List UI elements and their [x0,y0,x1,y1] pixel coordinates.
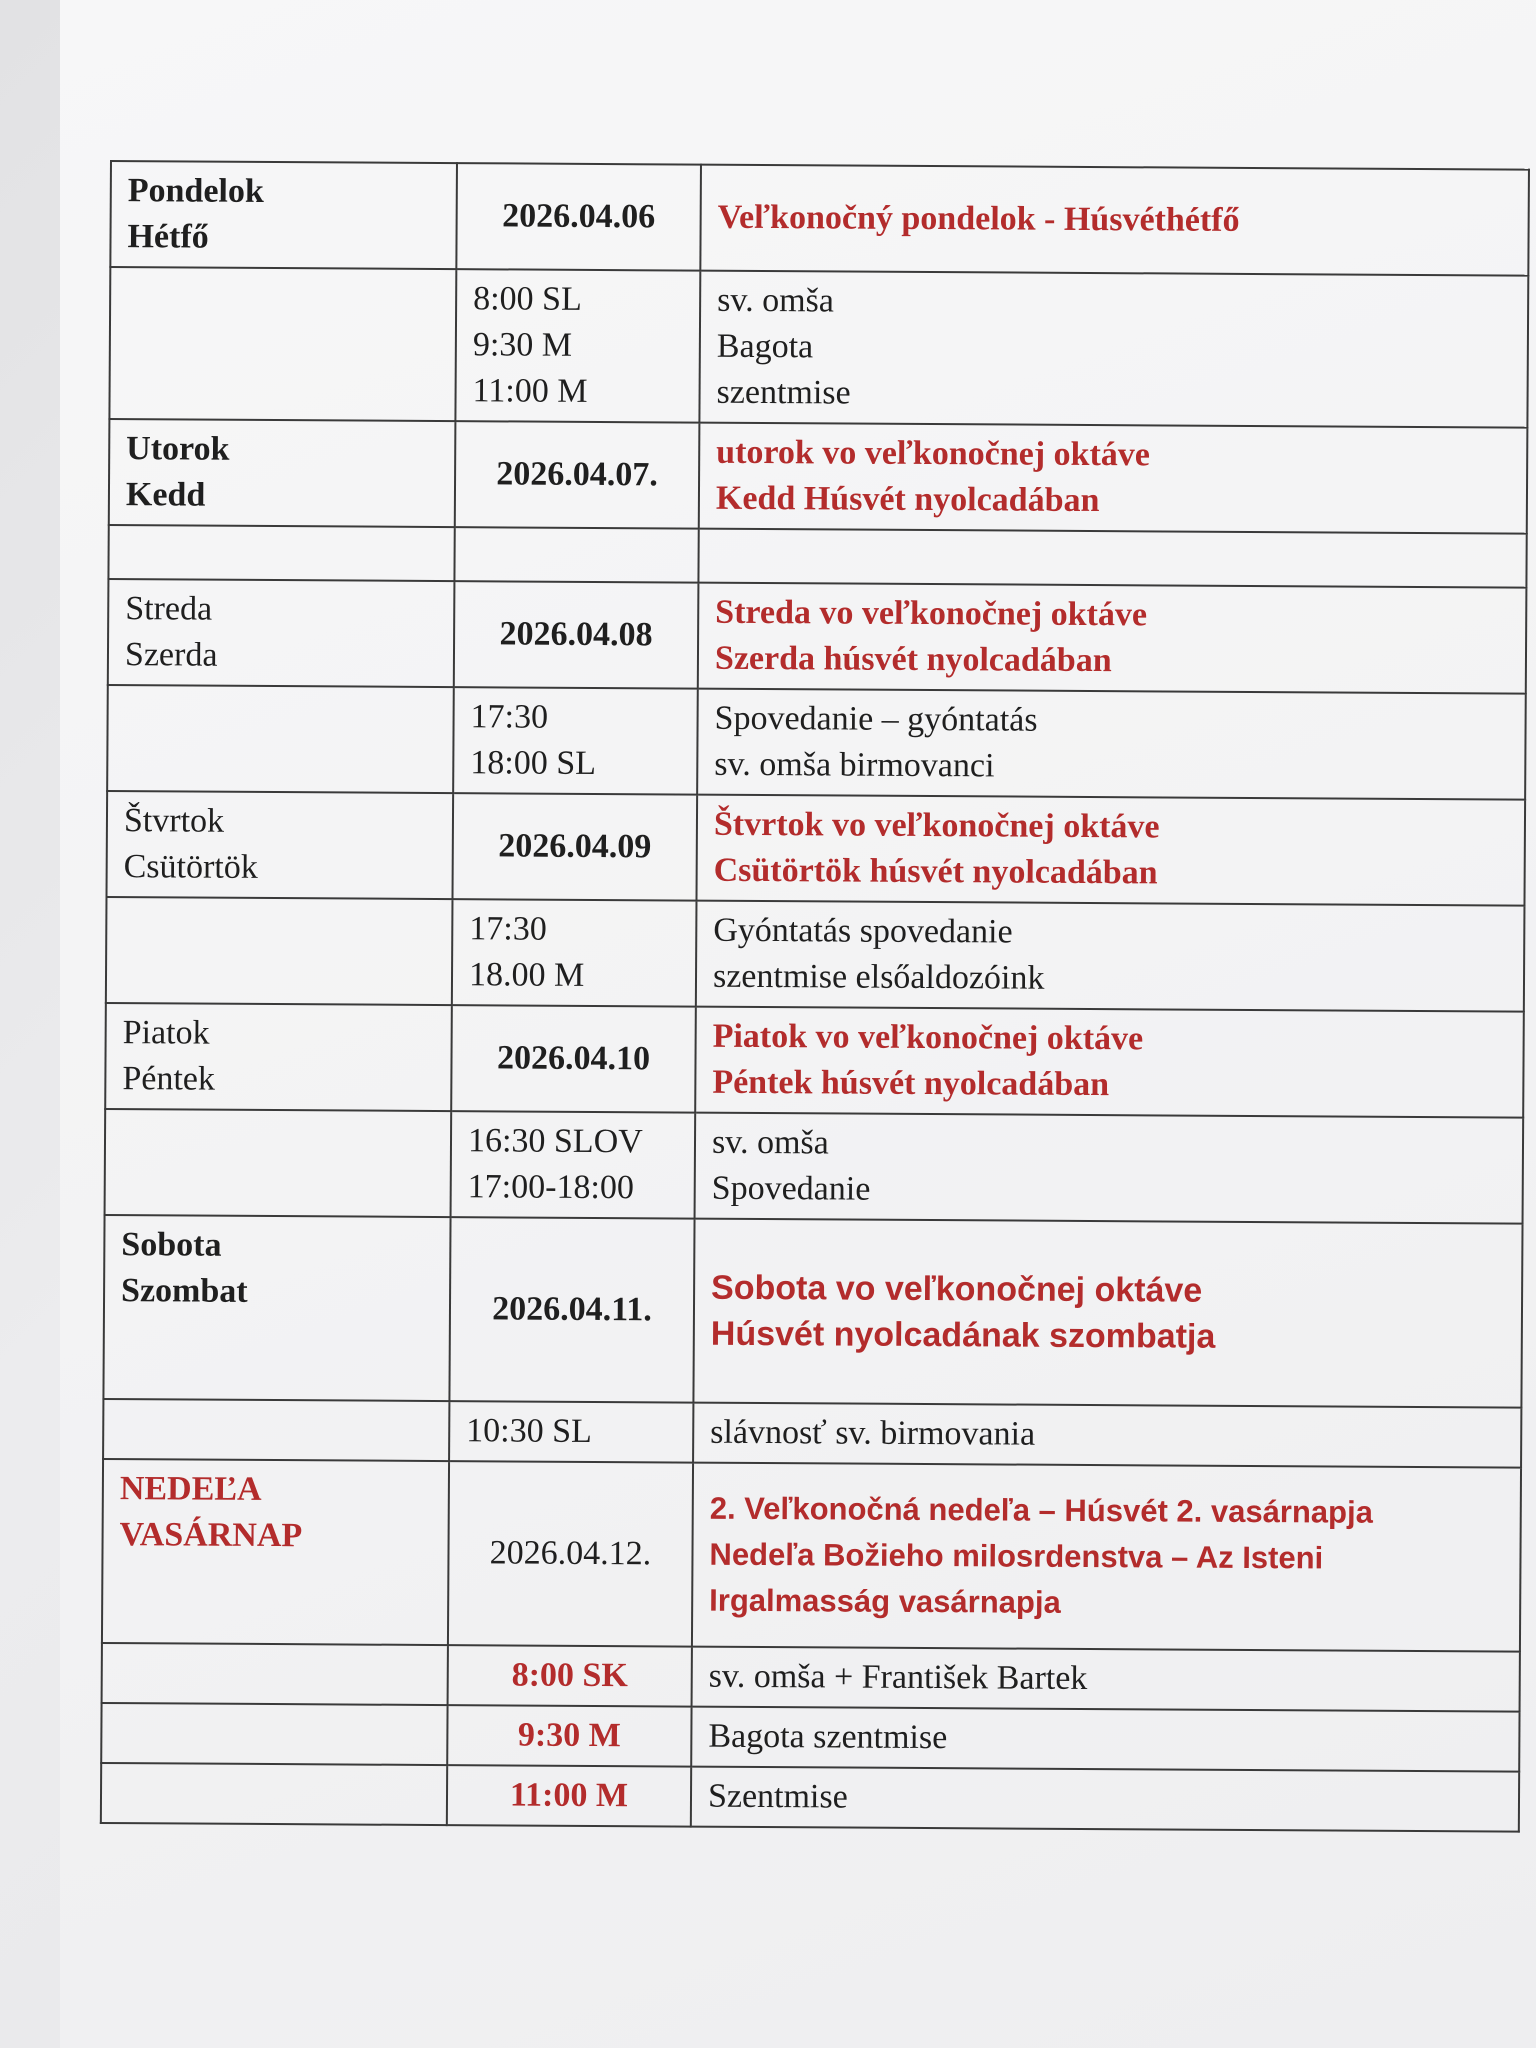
feast-title-cell [698,583,1527,694]
day-name-hu: Szombat [120,1272,248,1310]
time-entry: 16:30 SLOV [467,1122,643,1161]
time-entry: 17:00-18:00 [467,1168,635,1207]
time-cell [451,1111,696,1218]
feast-title-cell [700,165,1529,276]
feast-title-cell [696,795,1525,906]
time-cell: 11:00 M [447,1765,691,1826]
time-entry: 8:00 SL [473,280,582,318]
empty-cell [101,1763,447,1825]
feast-title-cell [692,1463,1521,1652]
empty-cell [103,1399,449,1461]
day-cell [105,1003,452,1111]
day-name-hu: Kedd [125,476,206,514]
event-cell: Szentmise [691,1767,1519,1832]
empty-cell [698,529,1526,588]
empty-row [108,525,1526,588]
day-name-hu: Csütörtök [123,848,258,886]
day-cell [102,1459,449,1645]
time-cell: 8:00 SK [448,1645,692,1706]
feast-title-line: Veľkonočný pondelok - Húsvéthétfő [717,198,1240,239]
events-row-monday [109,267,1528,428]
day-name-hu: Hétfő [127,218,209,256]
event-entry: sv. omša [717,281,835,320]
events-row-friday [105,1109,1524,1224]
feast-title-line: Péntek húsvét nyolcadában [712,1063,1110,1104]
feast-title-line: utorok vo veľkonočnej oktáve [716,433,1151,474]
day-name-hu: Szerda [124,636,218,674]
day-cell [109,419,456,527]
events-row-saturday [103,1399,1521,1468]
empty-cell [102,1643,448,1705]
day-name-sk: NEDEĽA [119,1470,262,1508]
event-entry: szentmise elsőaldozóink [712,957,1045,997]
time-entry: 10:30 SL [466,1412,592,1450]
empty-cell [101,1703,447,1765]
feast-title-line: Kedd Húsvét nyolcadában [715,479,1100,520]
day-cell [103,1215,450,1401]
day-row-tuesday [109,419,1528,534]
day-cell [108,579,455,687]
date-cell: 2026.04.07. [455,421,700,528]
feast-title-line: Sobota vo veľkonočnej oktáve [711,1268,1203,1310]
event-entry: sv. omša birmovanci [714,745,995,785]
time-entry: 11:00 M [472,372,588,410]
feast-title-line: 2. Veľkonočná nedeľa – Húsvét 2. vasárnapja [709,1490,1374,1530]
feast-title-line: Húsvét nyolcadának szombatja [710,1314,1216,1356]
day-row-sunday [102,1459,1521,1652]
empty-cell [454,527,698,582]
time-entry: 9:30 M [472,326,573,364]
time-entry: 18.00 M [468,956,585,994]
event-entry: Spovedanie [711,1169,871,1208]
empty-cell [108,525,454,581]
event-cell [696,901,1525,1012]
day-name-sk: Utorok [126,430,230,468]
time-entry: 17:30 [469,910,547,948]
feast-title-line: Nedeľa Božieho milosrdenstva – Az Isteni [709,1536,1324,1576]
event-entry: Bagota [716,327,814,366]
events-row-sunday-3 [101,1763,1519,1832]
date-cell: 2026.04.10 [451,1005,696,1112]
day-row-friday [105,1003,1524,1118]
time-entry: 18:00 SL [470,744,597,782]
feast-title-line: Irgalmasság vasárnapja [709,1582,1061,1620]
date-cell: 2026.04.11. [449,1217,694,1402]
time-entry: 17:30 [470,698,549,736]
event-entry: Gyóntatás spovedanie [713,911,1013,951]
feast-title-line: Štvrtok vo veľkonočnej oktáve [713,805,1160,846]
feast-title-line: Szerda húsvét nyolcadában [714,639,1112,680]
event-entry: slávnosť sv. birmovania [710,1413,1036,1453]
feast-title-cell [699,423,1528,534]
day-name-sk: Sobota [121,1226,222,1264]
time-cell [449,1401,693,1462]
time-cell [453,687,698,794]
day-cell [106,791,453,899]
empty-cell [109,267,456,421]
day-cell [110,161,457,269]
events-row-wednesday [107,685,1526,800]
day-name-hu: Péntek [122,1060,216,1098]
events-row-sunday-1 [102,1643,1520,1712]
time-cell [452,899,697,1006]
date-cell: 2026.04.08 [454,581,699,688]
feast-title-line: Csütörtök húsvét nyolcadában [713,851,1158,892]
events-row-sunday-2 [101,1703,1519,1772]
feast-title-line: Piatok vo veľkonočnej oktáve [712,1017,1144,1058]
date-cell: 2026.04.09 [452,793,697,900]
event-cell: sv. omša + František Bartek [692,1647,1520,1712]
event-cell [697,689,1526,800]
day-name-sk: Pondelok [127,172,264,210]
event-entry: sv. omša [711,1123,829,1162]
feast-title-line: Streda vo veľkonočnej oktáve [715,593,1148,634]
time-cell [455,269,700,422]
event-cell [693,1403,1521,1468]
empty-cell [106,897,453,1005]
empty-cell [105,1109,452,1217]
day-name-sk: Streda [125,590,213,628]
event-cell [699,271,1528,428]
events-row-thursday [106,897,1525,1012]
event-entry: Spovedanie – gyóntatás [714,699,1038,739]
empty-cell [107,685,454,793]
day-row-saturday [103,1215,1522,1408]
event-cell: Bagota szentmise [691,1707,1519,1772]
date-cell: 2026.04.12. [448,1461,693,1646]
day-name-hu: VASÁRNAP [119,1516,303,1555]
day-name-sk: Piatok [122,1014,210,1052]
day-name-sk: Štvrtok [123,802,225,840]
feast-title-cell [693,1219,1522,1408]
day-row-wednesday [108,579,1527,694]
time-cell: 9:30 M [447,1705,691,1766]
day-row-monday [110,161,1529,276]
feast-title-cell [695,1007,1524,1118]
day-row-thursday [106,791,1525,906]
date-cell: 2026.04.06 [456,163,701,270]
event-entry: szentmise [716,373,851,412]
event-cell [695,1113,1524,1224]
schedule-table [100,160,1530,1833]
